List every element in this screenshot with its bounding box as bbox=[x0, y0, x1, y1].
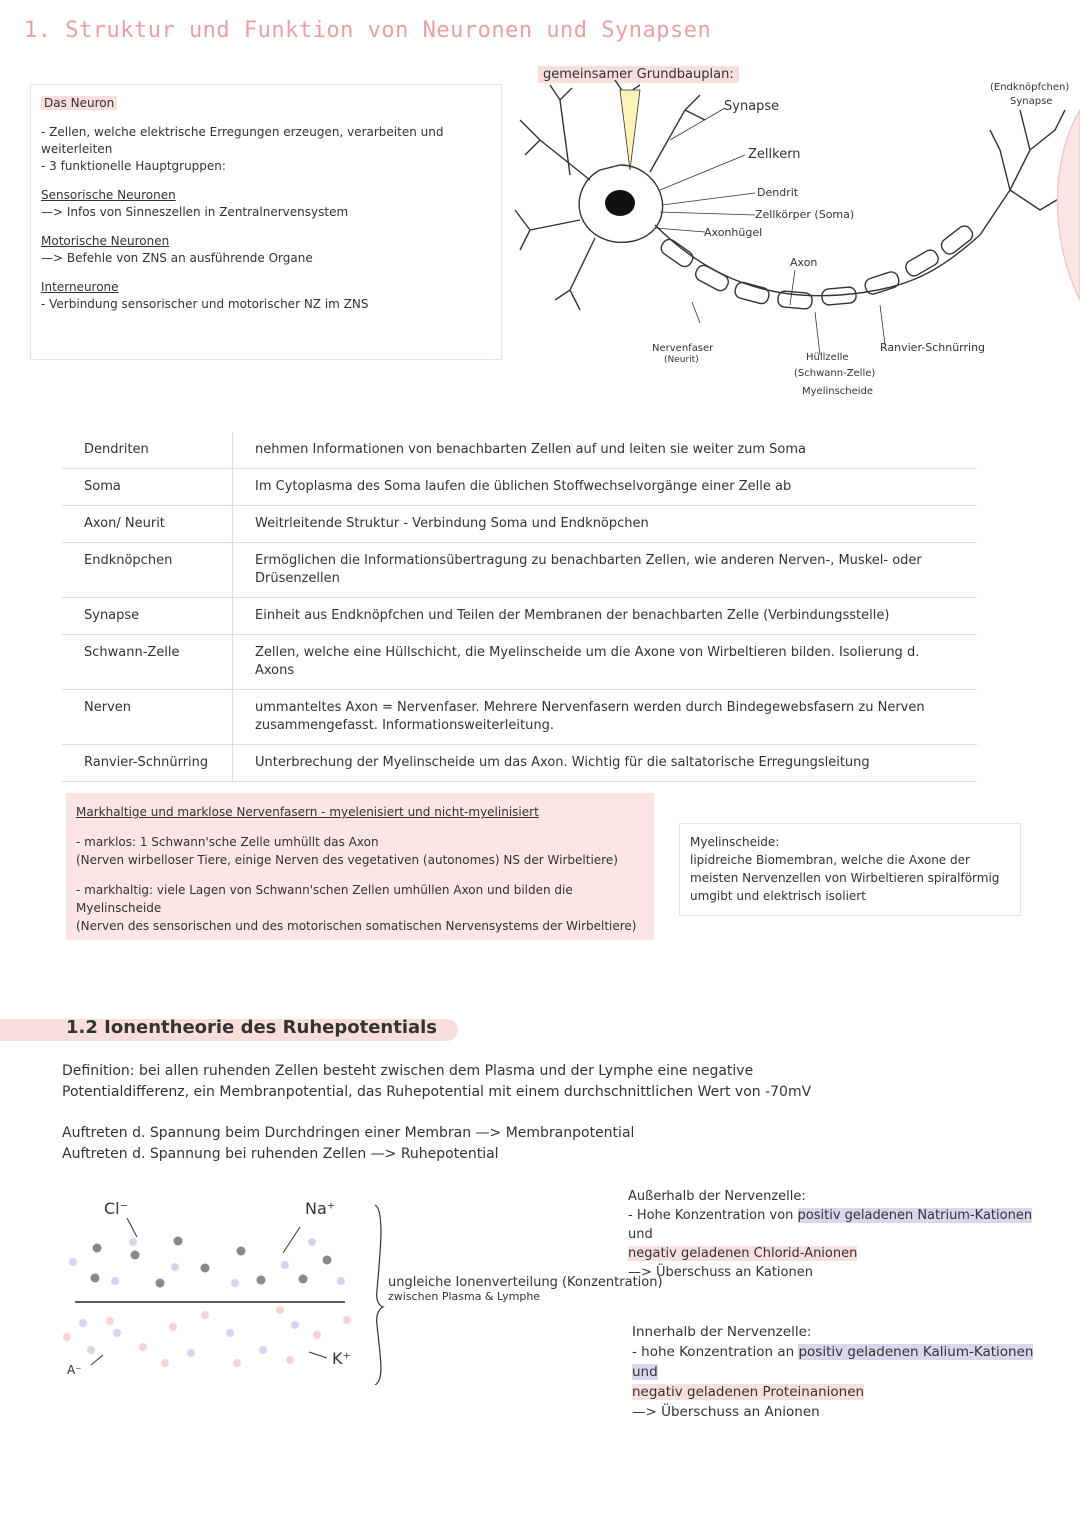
term-name: Dendriten bbox=[62, 432, 233, 469]
term-definition: Im Cytoplasma des Soma laufen die üblichen Stoffwechselvorgänge einer Zelle ab bbox=[233, 469, 978, 506]
diagram-heading: gemeinsamer Grundbauplan: bbox=[538, 66, 739, 83]
brace bbox=[375, 1205, 383, 1385]
inter-text: - Verbindung sensorischer und motorischer NZ im ZNS bbox=[41, 297, 369, 311]
label-synapse: Synapse bbox=[724, 99, 780, 114]
label-huellzelle: Hüllzelle bbox=[806, 352, 849, 363]
label-synapse-2: Synapse bbox=[1010, 96, 1053, 107]
cl-ion-label: Cl⁻ bbox=[104, 1199, 129, 1218]
in-c: —> Überschuss an Anionen bbox=[632, 1404, 820, 1420]
ion-pointer-lines bbox=[91, 1218, 327, 1365]
neuron-diagram bbox=[510, 80, 1080, 410]
mark-l4: (Nerven des sensorischen und des motorischen somatischen Nervensystems der Wirbeltiere) bbox=[76, 919, 637, 933]
label-nervenfaser: Nervenfaser bbox=[652, 343, 714, 354]
myelin-segment bbox=[939, 223, 976, 257]
term-definition: Weitrleitende Struktur - Verbindung Soma und Endknöpchen bbox=[233, 506, 978, 543]
mark-box bbox=[66, 793, 654, 940]
label-neurit: (Neurit) bbox=[664, 355, 699, 365]
label-schwann: (Schwann-Zelle) bbox=[794, 368, 876, 379]
nucleus bbox=[605, 190, 635, 216]
label-ranvier: Ranvier-Schnürring bbox=[880, 341, 986, 354]
target-cell bbox=[1058, 110, 1080, 300]
def-line1: Definition: bei allen ruhenden Zellen besteht zwischen dem Plasma und der Lymphe eine negative bbox=[62, 1063, 754, 1079]
label-myelinscheide: Myelinscheide bbox=[802, 386, 874, 397]
term-row bbox=[62, 635, 977, 690]
na-ion-label: Na⁺ bbox=[305, 1199, 336, 1218]
auftreten bbox=[62, 1123, 634, 1165]
label-lines bbox=[655, 108, 885, 355]
ungl-line2: zwischen Plasma & Lymphe bbox=[388, 1290, 541, 1303]
aus-title: Außerhalb der Nervenzelle: bbox=[628, 1189, 806, 1204]
term-name: Synapse bbox=[62, 598, 233, 635]
term-definition: Ermöglichen die Informationsübertragung zu benachbarten Zellen, wie anderen Nerven-, Muskel- oder Drüsenzellen bbox=[233, 543, 978, 598]
aus-b: und bbox=[628, 1227, 653, 1242]
mark-l3: - markhaltig: viele Lagen von Schwann'schen Zellen umhüllen Axon und bilden die Myelinscheide bbox=[76, 883, 573, 915]
inter-title: Interneurone bbox=[41, 280, 119, 294]
label-dendrit: Dendrit bbox=[757, 186, 799, 199]
term-name: Ranvier-Schnürring bbox=[62, 745, 233, 782]
neuron-line1: - Zellen, welche elektrische Erregungen erzeugen, verarbeiten und weiterleiten bbox=[41, 125, 444, 156]
term-name: Axon/ Neurit bbox=[62, 506, 233, 543]
page-title: 1. Struktur und Funktion von Neuronen und Synapsen bbox=[24, 18, 712, 43]
sens-text: —> Infos von Sinneszellen in Zentralnervensystem bbox=[41, 205, 349, 219]
term-row bbox=[62, 745, 977, 782]
term-row bbox=[62, 506, 977, 543]
terms-table bbox=[62, 432, 977, 782]
a-ion-label: A⁻ bbox=[67, 1363, 82, 1377]
term-definition: nehmen Informationen von benachbarten Zellen auf und leiten sie weiter zum Soma bbox=[233, 432, 978, 469]
mark-l2: (Nerven wirbelloser Tiere, einige Nerven des vegetativen (autonomes) NS der Wirbeltiere) bbox=[76, 853, 618, 867]
aus-hl1: positiv geladenen Natrium-Kationen bbox=[797, 1208, 1033, 1223]
term-definition: Zellen, welche eine Hüllschicht, die Myelinscheide um die Axone von Wirbeltieren bilden. Isolierung d. Axons bbox=[233, 635, 978, 690]
myelin-segment bbox=[693, 263, 731, 293]
aus-hl2: negativ geladenen Chlorid-Anionen bbox=[628, 1246, 858, 1261]
term-row bbox=[62, 469, 977, 506]
in-a: - hohe Konzentration an bbox=[632, 1344, 799, 1360]
term-row bbox=[62, 432, 977, 469]
innerhalb-block bbox=[632, 1322, 1062, 1422]
k-ion-label: K⁺ bbox=[332, 1349, 351, 1368]
aus-c: —> Überschuss an Kationen bbox=[628, 1265, 813, 1280]
in-hl1: positiv geladenen Kalium-Kationen und bbox=[632, 1344, 1034, 1380]
sens-title: Sensorische Neuronen bbox=[41, 188, 176, 202]
ungl-line1: ungleiche Ionenverteilung (Konzentration) bbox=[388, 1275, 663, 1290]
term-definition: Unterbrechung der Myelinscheide um das Axon. Wichtig für die saltatorische Erregungsleitung bbox=[233, 745, 978, 782]
ungleiche-verteilung bbox=[388, 1276, 663, 1304]
auf-line1: Auftreten d. Spannung beim Durchdringen einer Membran —> Membranpotential bbox=[62, 1125, 635, 1141]
in-title: Innerhalb der Nervenzelle: bbox=[632, 1324, 812, 1340]
neuron-line2: - 3 funktionelle Hauptgruppen: bbox=[41, 159, 226, 173]
neuron-box bbox=[30, 84, 502, 360]
in-hl2: negativ geladenen Proteinanionen bbox=[632, 1384, 865, 1400]
ion-dots-inside bbox=[63, 1306, 351, 1367]
axon-terminals bbox=[980, 110, 1065, 235]
mark-l1: - marklos: 1 Schwann'sche Zelle umhüllt das Axon bbox=[76, 835, 379, 849]
mot-text: —> Befehle von ZNS an ausführende Organe bbox=[41, 251, 313, 265]
auf-line2: Auftreten d. Spannung bei ruhenden Zellen —> Ruhepotential bbox=[62, 1146, 499, 1162]
term-row bbox=[62, 690, 977, 745]
label-axon: Axon bbox=[790, 256, 818, 269]
section2-heading: 1.2 Ionentheorie des Ruhepotentials bbox=[66, 1017, 438, 1038]
myel-text: lipidreiche Biomembran, welche die Axone der meisten Nervenzellen von Wirbeltieren spiralförmig umgibt und elektrisch isoliert bbox=[690, 853, 1000, 903]
label-zellkoerper: Zellkörper (Soma) bbox=[755, 208, 855, 221]
term-row bbox=[62, 598, 977, 635]
synapse-highlight bbox=[620, 90, 640, 170]
neuron-heading: Das Neuron bbox=[41, 96, 117, 110]
label-axonhuegel: Axonhügel bbox=[704, 226, 763, 239]
ausserhalb-block bbox=[628, 1187, 1058, 1282]
myelin-segment bbox=[658, 237, 695, 270]
myel-box bbox=[679, 823, 1021, 916]
label-zellkern: Zellkern bbox=[748, 147, 801, 162]
definition bbox=[62, 1061, 962, 1103]
label-endknoepfchen: (Endknöpfchen) bbox=[990, 82, 1070, 93]
mark-heading: Markhaltige und marklose Nervenfasern - myelenisiert und nicht-myelinisiert bbox=[76, 805, 539, 819]
term-definition: Einheit aus Endknöpfchen und Teilen der Membranen der benachbarten Zelle (Verbindungsstelle) bbox=[233, 598, 978, 635]
term-name: Nerven bbox=[62, 690, 233, 745]
aus-a: - Hohe Konzentration von bbox=[628, 1208, 798, 1223]
term-name: Endknöpchen bbox=[62, 543, 233, 598]
mot-title: Motorische Neuronen bbox=[41, 234, 170, 248]
def-line2: Potentialdifferenz, ein Membranpotential, das Ruhepotential mit einem durchschnittlichen Wert von -70mV bbox=[62, 1084, 812, 1100]
myel-heading: Myelinscheide: bbox=[690, 835, 780, 849]
myelin-segment bbox=[734, 281, 771, 305]
term-definition: ummanteltes Axon = Nervenfaser. Mehrere Nervenfasern werden durch Bindegewebsfasern zu Nerven zusammengefasst. Informationsweiterleitung. bbox=[233, 690, 978, 745]
ion-dots-outside bbox=[69, 1237, 345, 1288]
term-row bbox=[62, 543, 977, 598]
myelin-segment bbox=[903, 248, 940, 279]
term-name: Schwann-Zelle bbox=[62, 635, 233, 690]
term-name: Soma bbox=[62, 469, 233, 506]
